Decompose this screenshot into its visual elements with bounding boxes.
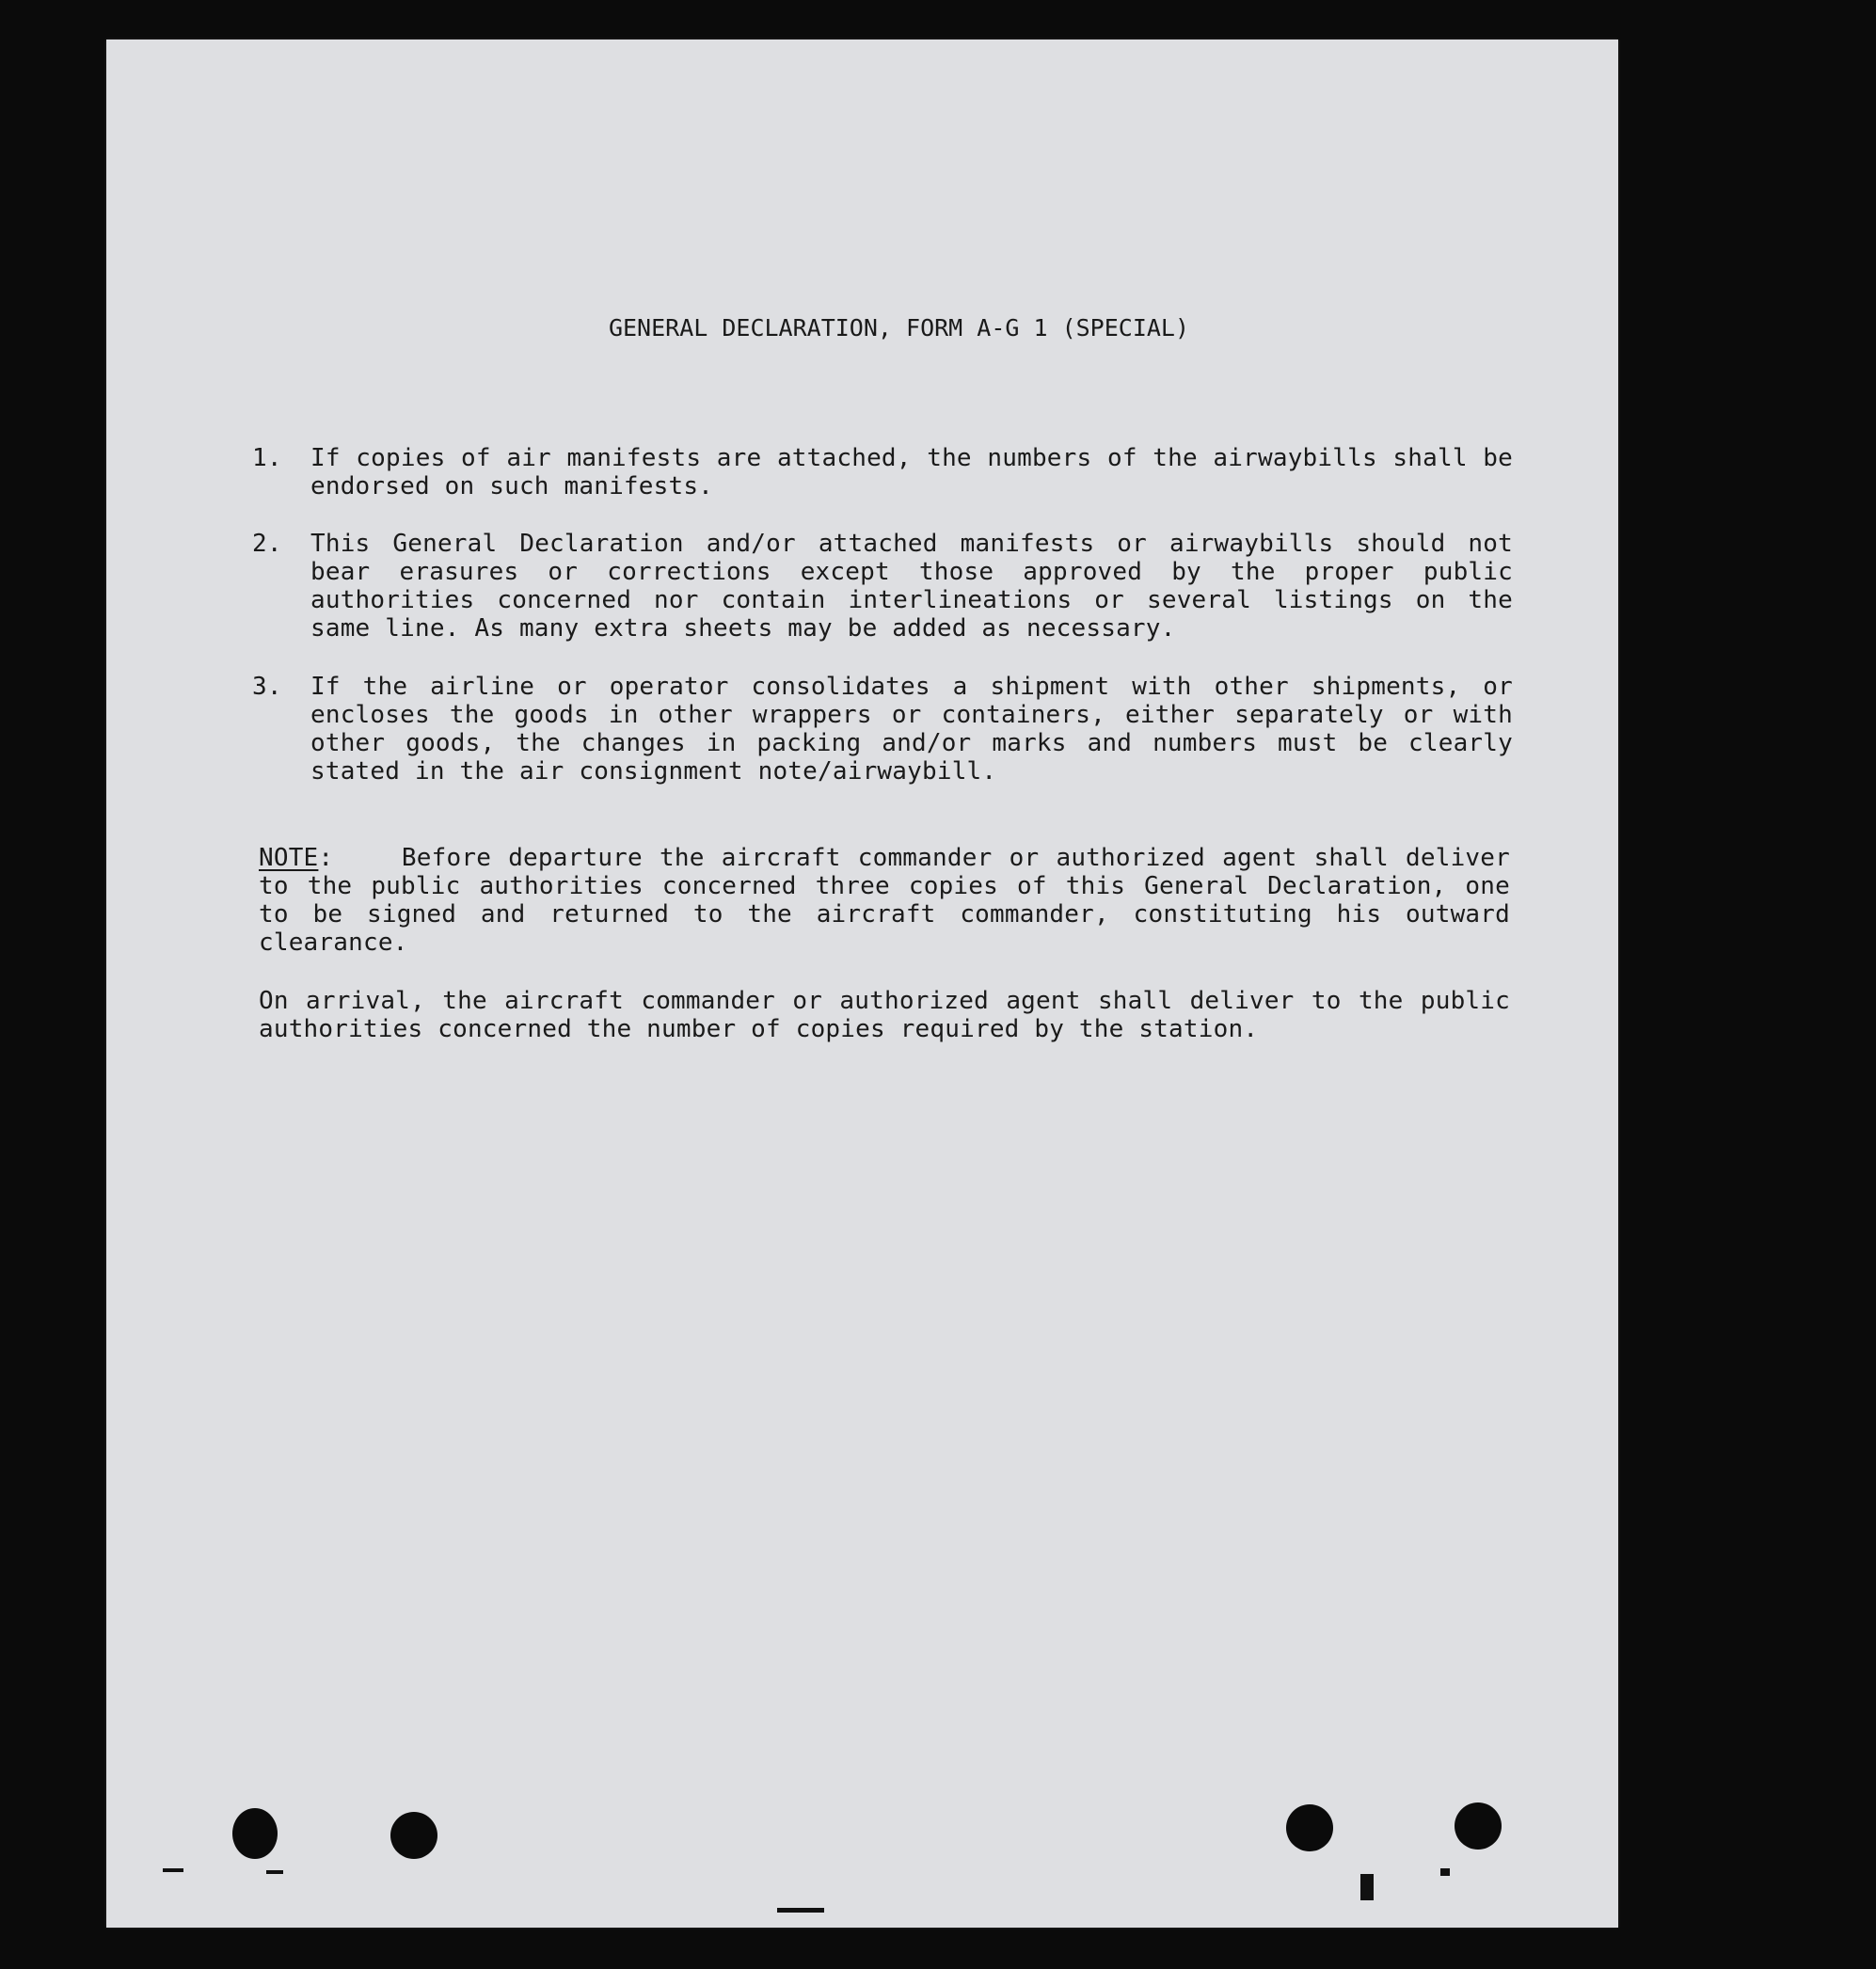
- scan-speck: [163, 1868, 183, 1872]
- item-text: If copies of air manifests are attached, the numbers of the airwaybills shall be endorsed on such manifests.: [310, 444, 1513, 500]
- item-text: If the airline or operator consolidates a shipment with other shipments, or encloses the goods in other wrappers or containers, either separately or with other goods, the changes in packing and/or marks and numbers must be clearly stated in the air consignment note/airwaybill.: [310, 673, 1513, 786]
- punch-hole: [232, 1808, 278, 1859]
- item-text: This General Declaration and/or attached manifests or airwaybills should not bear erasures or corrections except those approved by the proper public authorities concerned nor contain interlineations or several listings on the same line. As many extra sheets may be added as necessary.: [310, 530, 1513, 643]
- document-title: GENERAL DECLARATION, FORM A-G 1 (SPECIAL): [608, 314, 1190, 341]
- departure-note: NOTE: Before departure the aircraft commander or authorized agent shall deliver to the public authorities concerned three copies of this General Declaration, one to be signed and returned to the aircraft commander, constituting his outward clearance.: [259, 844, 1510, 957]
- scan-speck: [1360, 1874, 1374, 1900]
- arrival-paragraph: On arrival, the aircraft commander or authorized agent shall deliver to the public authorities concerned the number of copies required by the station.: [259, 987, 1510, 1043]
- note-label: NOTE: [259, 844, 319, 872]
- scan-speck: [266, 1870, 283, 1874]
- document-sheet: [106, 40, 1618, 1928]
- item-number: 1.: [252, 444, 282, 472]
- punch-hole: [1455, 1802, 1502, 1850]
- note-text: Before departure the aircraft commander or authorized agent shall deliver to the public authorities concerned three copies of this General Declaration, one to be signed and returned to the aircraft commander, constituting his outward clearance.: [259, 844, 1510, 957]
- scan-speck: [777, 1908, 824, 1913]
- punch-hole: [390, 1812, 437, 1859]
- punch-hole: [1286, 1804, 1333, 1851]
- scan-speck: [1440, 1868, 1450, 1876]
- item-number: 3.: [252, 673, 282, 701]
- item-number: 2.: [252, 530, 282, 558]
